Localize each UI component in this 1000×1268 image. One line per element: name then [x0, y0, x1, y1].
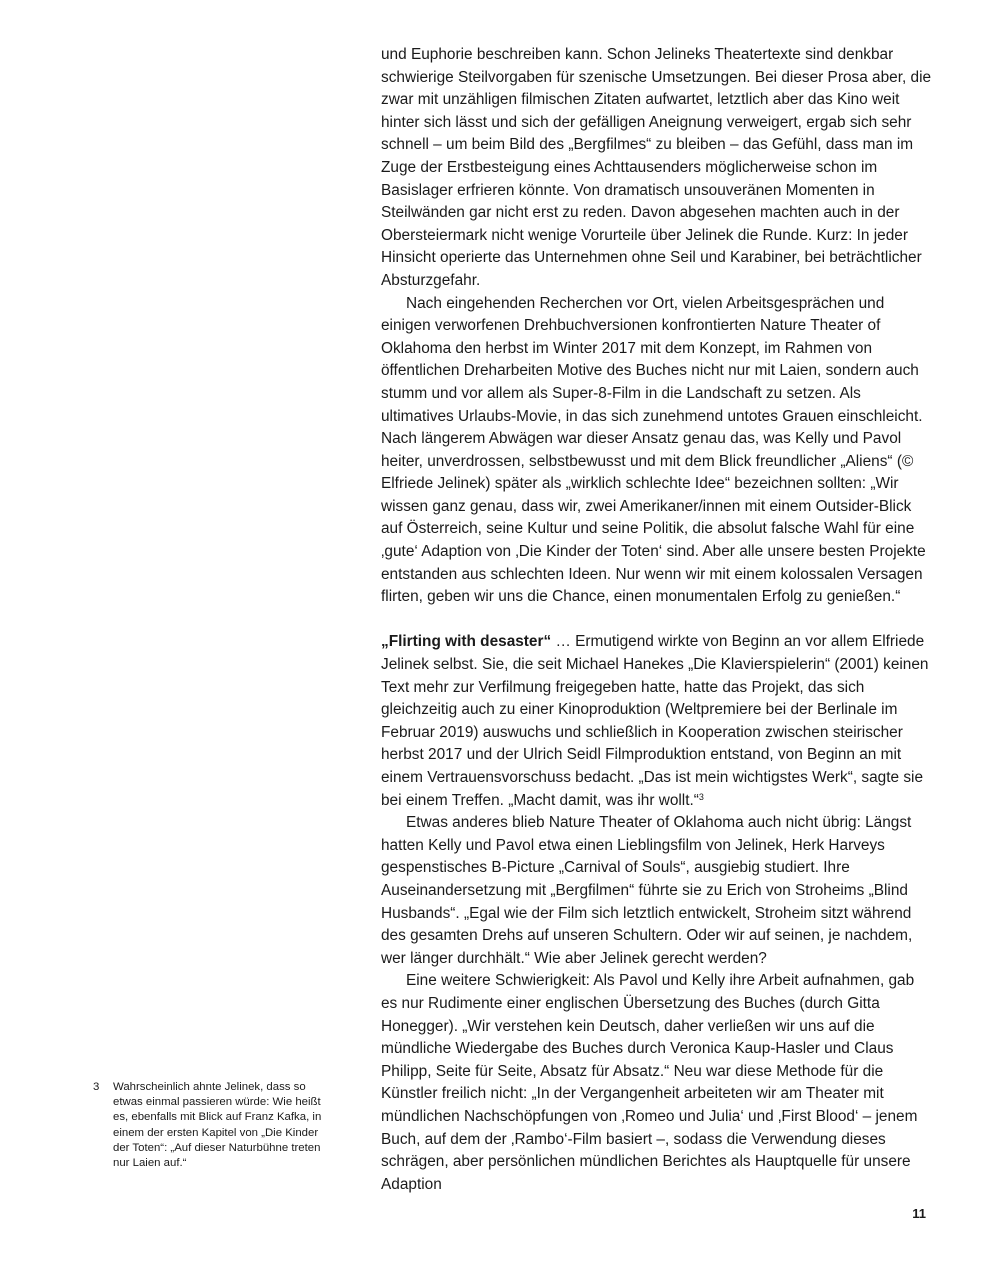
footnote-reference: 3: [698, 791, 704, 802]
body-paragraph-3: [381, 631, 933, 812]
section-subheading: „Flirting with desaster“: [381, 633, 552, 651]
body-paragraph-1: und Euphorie beschreiben kann. Schon Jelineks Theatertexte sind denkbar schwierige Steilvorgaben für szenische Umsetzungen. Bei dieser Prosa aber, die zwar mit unzähligen filmischen Zitaten aufwartet, letztlich aber das Kino weit hinter sich lässt und sich der gefälligen Aneignung verweigert, ergab sich sehr schnell – um beim Bild des „Bergfilmes“ zu bleiben – das Gefühl, dass man im Zuge der Erstbesteigung eines Achttausenders möglicherweise schon im Basislager erfrieren könnte. Von dramatisch unsouveränen Momenten in Steilwänden gar nicht erst zu reden. Davon abgesehen machten auch in der Obersteiermark nicht wenige Vorurteile über Jelinek die Runde. Kurz: In jeder Hinsicht operierte das Unternehmen ohne Seil und Karabiner, bei beträchtlicher Absturzgefahr.: [381, 46, 932, 289]
main-text-column: [381, 44, 933, 1196]
body-paragraph-4: Etwas anderes blieb Nature Theater of Oklahoma auch nicht übrig: Längst hatten Kelly und Pavol etwa einen Lieblingsfilm von Jelinek, Herk Harveys gespenstisches B-Picture „Carnival of Souls“, ausgiebig studiert. Ihre Auseinandersetzung mit „Bergfilmen“ führte sie zu Erich von Stroheims „Blind Husbands“. „Egal wie der Film sich letztlich entwickelt, Stroheim sitzt während des gesamten Drehs auf unseren Schultern. Oder wir auf seinen, je nachdem, wer länger durchhält.“ Wie aber Jelinek gerecht werden?: [381, 814, 913, 967]
footnote: [93, 1080, 325, 1171]
footnote-number: 3: [93, 1081, 100, 1093]
paragraph-3-text: … Ermutigend wirkte von Beginn an vor allem Elfriede Jelinek selbst. Sie, die seit Michael Hanekes „Die Klavierspielerin“ (2001) keinen Text mehr zur Verfilmung freigegeben hatte, hatte das Projekt, das sich gleichzeitig auch zu einer Kinoproduktion (Weltpremiere bei der Berlinale im Februar 2019) auswuchs und schließlich in Kooperation zwischen steirischer herbst 2017 und der Ulrich Seidl Filmproduktion entstand, von Beginn an mit einem Vertrauensvorschuss bedacht. „Das ist mein wichtigstes Werk“, sagte sie bei einem Treffen. „Macht damit, was ihr wollt.“: [381, 633, 929, 809]
body-paragraph-2: Nach eingehenden Recherchen vor Ort, vielen Arbeitsgesprächen und einigen verworfenen Drehbuchversionen konfrontierten Nature Theater of Oklahoma den herbst im Winter 2017 mit dem Konzept, im Rahmen von öffentlichen Dreharbeiten Motive des Buches nicht nur mit Laien, sondern auch stumm und vor allem als Super-8-Film in die Landschaft zu setzen. Als ultimatives Urlaubs-Movie, in das sich zunehmend untotes Grauen einschleicht. Nach längerem Abwägen war dieser Ansatz genau das, was Kelly und Pavol heiter, unverdrossen, selbstbewusst und mit dem Blick freundlicher „Aliens“ (© Elfriede Jelinek) später als „wirklich schlechte Idee“ bezeichnen sollten: „Wir wissen ganz genau, dass wir, zwei Amerikaner/innen mit einem Outsider-Blick auf Österreich, seine Kultur und seine Politik, die absolut falsche Wahl für eine ‚gute‘ Adaption von ‚Die Kinder der Toten‘ sind. Aber alle unsere besten Projekte entstanden aus schlechten Ideen. Nur wenn wir mit einem kolossalen Versagen flirten, geben wir uns die Chance, einen monumentalen Erfolg zu genießen.“: [381, 294, 926, 606]
body-paragraph-5: Eine weitere Schwierigkeit: Als Pavol und Kelly ihre Arbeit aufnahmen, gab es nur Rudimente einer englischen Übersetzung des Buches (durch Gitta Honegger). „Wir verstehen kein Deutsch, daher verließen wir uns auf die mündliche Wiedergabe des Buches durch Veronica Kaup-Hasler und Claus Philipp, Seite für Seite, Absatz für Absatz.“ Neu war diese Methode für die Künstler freilich nicht: „In der Vergangenheit arbeiteten wir am Theater mit mündlichen Nachschöpfungen von ‚Romeo und Julia‘ und ‚First Blood‘ – jenem Buch, auf dem der ‚Rambo‘-Film basiert –, sodass die Verwendung dieses schrägen, aber persönlichen mündlichen Berichtes als Hauptquelle für unsere Adaption: [381, 972, 918, 1193]
footnote-text: Wahrscheinlich ahnte Jelinek, dass so etwas einmal passieren würde: Wie heißt es, ebenfalls mit Blick auf Franz Kafka, in einem der ersten Kapitel von „Die Kinder der Toten“: „Auf dieser Naturbühne treten nur Laien auf.“: [113, 1081, 322, 1170]
page-number: 11: [912, 1206, 926, 1221]
